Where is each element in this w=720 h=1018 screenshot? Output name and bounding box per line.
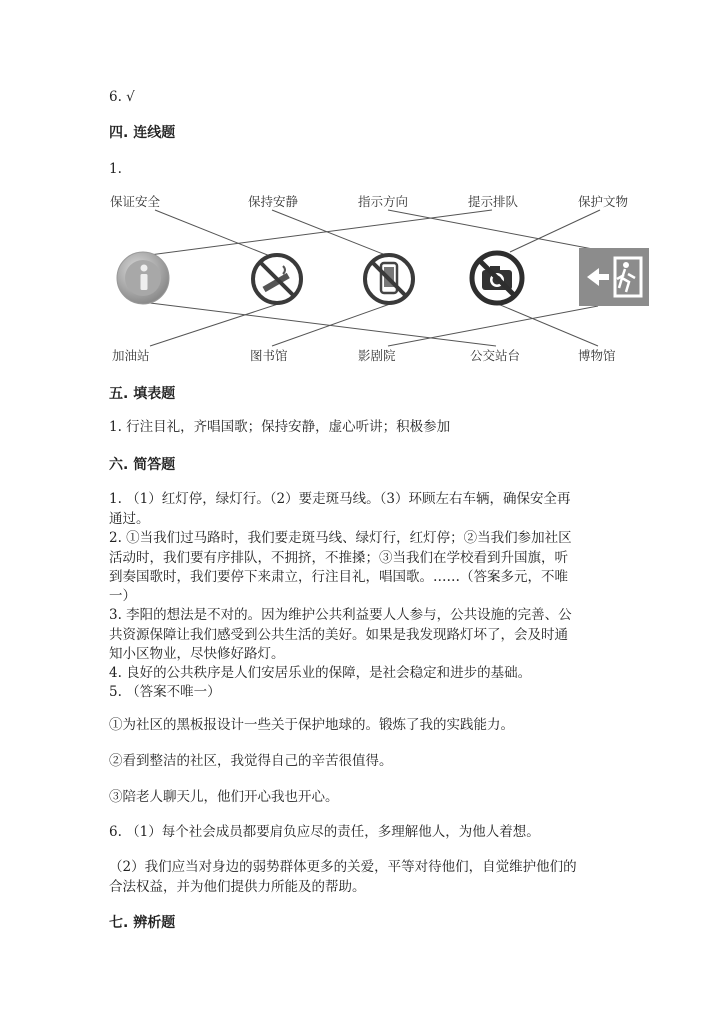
match-line [498, 304, 598, 346]
section-6-paragraph: 6. （1）每个社会成员都要肩负应尽的责任，多理解他人，为他人着想。 [109, 824, 540, 840]
match-line [272, 210, 388, 256]
section-6-paragraph: ③陪老人聊天儿，他们开心我也开心。 [109, 789, 339, 805]
section-6-line: 到奏国歌时，我们要停下来肃立，行注目礼，唱国歌。……（答案多元，不唯 [109, 569, 568, 585]
section-6-line: 1. （1）红灯停，绿灯行。（2）要走斑马线。（3）环顾左右车辆，确保安全再 [109, 491, 571, 507]
match-line [142, 210, 492, 256]
bottom-label-bus-stop: 公交站台 [470, 348, 521, 363]
section-6-line: 通过。 [109, 511, 150, 527]
section-6-paragraph: ②看到整洁的社区，我觉得自己的辛苦很值得。 [109, 753, 393, 769]
section-6-line: 活动时，我们要有序排队，不拥挤，不推搡；③当我们在学校看到升国旗，听 [109, 550, 568, 566]
section-6-line: 2. ①当我们过马路时，我们要走斑马线、绿灯行，红灯停；②当我们参加社区 [109, 530, 572, 546]
section-6-line: 5. （答案不唯一） [109, 684, 221, 700]
top-label-queue: 提示排队 [468, 194, 519, 209]
no-camera-sign-icon [469, 250, 525, 310]
matching-lines [0, 0, 720, 380]
top-label-safety: 保证安全 [110, 194, 161, 209]
match-line [272, 304, 390, 346]
top-label-direction: 指示方向 [358, 194, 409, 209]
section-7-title: 七. 辨析题 [109, 915, 176, 931]
match-line [142, 302, 496, 346]
no-smoking-sign-icon [250, 252, 304, 310]
no-phone-sign-icon [362, 252, 416, 310]
section-6-paragraph: （2）我们应当对身边的弱势群体更多的关爱，平等对待他们，自觉维护他们的 [109, 859, 577, 875]
section-6-line: 一） [109, 588, 136, 604]
top-label-quiet: 保持安静 [248, 194, 299, 209]
top-label-relics: 保护文物 [578, 194, 629, 209]
section-6-line: 知小区物业，尽快修好路灯。 [109, 646, 285, 662]
match-line [388, 210, 598, 250]
section-6-line: 4. 良好的公共秩序是人们安居乐业的保障，是社会稳定和进步的基础。 [109, 665, 532, 681]
bottom-label-museum: 博物馆 [578, 348, 616, 363]
section-4-title: 四. 连线题 [109, 125, 176, 141]
match-line [155, 210, 275, 258]
section-6-paragraph: 合法权益，并为他们提供力所能及的帮助。 [109, 879, 366, 895]
answer-6: 6. √ [109, 89, 135, 105]
match-line [388, 306, 598, 346]
bottom-label-theater: 影剧院 [358, 348, 396, 363]
section-5-title: 五. 填表题 [109, 386, 176, 402]
exit-sign-icon [579, 248, 649, 310]
info-sign-icon [115, 250, 171, 310]
section-6-line: 3. 李阳的想法是不对的。因为维护公共利益要人人参与，公共设施的完善、公 [109, 607, 572, 623]
section-5-answer-1: 1. 行注目礼，齐唱国歌；保持安静，虚心听讲；积极参加 [109, 419, 451, 435]
bottom-label-gas-station: 加油站 [112, 348, 150, 363]
match-line [510, 210, 600, 252]
section-6-line: 共资源保障让我们感受到公共生活的美好。如果是我发现路灯坏了，会及时通 [109, 627, 568, 643]
question-1-number: 1. [109, 161, 122, 177]
section-6-paragraph: ①为社区的黑板报设计一些关于保护地球的。锻炼了我的实践能力。 [109, 717, 514, 733]
bottom-label-library: 图书馆 [250, 348, 288, 363]
section-6-title: 六. 简答题 [109, 457, 176, 473]
match-line [150, 304, 278, 346]
